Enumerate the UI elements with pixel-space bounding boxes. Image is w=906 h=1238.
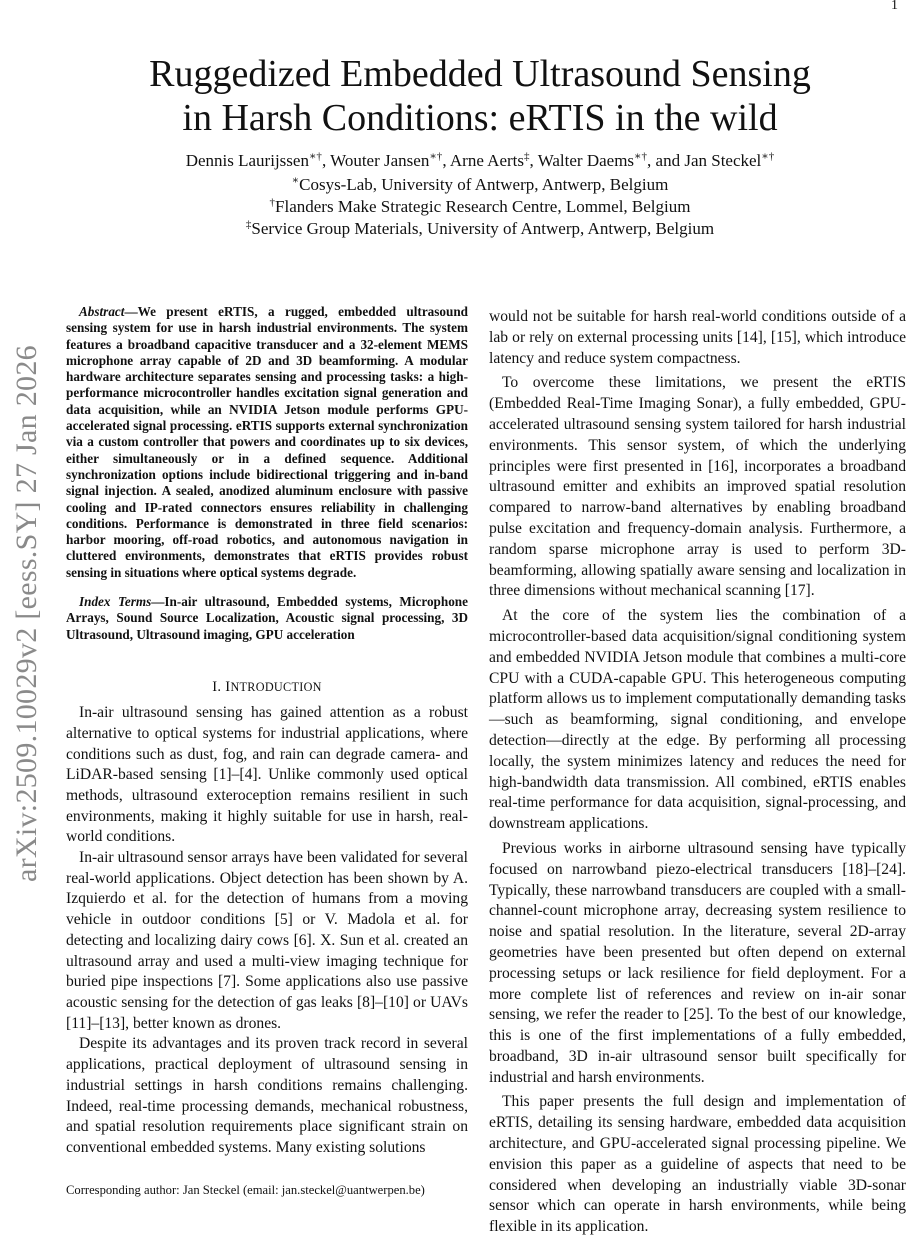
paragraph: would not be suitable for harsh real-world conditions outside of a lab or rely on external processing units [14], [15], which introduce latency and reduce system compactness. xyxy=(489,308,906,367)
paragraph: Despite its advantages and its proven track record in several applications, practical deployment of ultrasound sensing in industrial settings in harsh conditions remains challenging. Indeed, real-time processing demands, mechanical robustness, and spatial resolution requirements place significant strain on conventional embedded systems. Many existing solutions xyxy=(66,1035,468,1156)
title-line-1: Ruggedized Embedded Ultrasound Sensing xyxy=(149,53,811,95)
paper-title xyxy=(0,52,906,140)
right-column xyxy=(489,307,906,1238)
title-line-2: in Harsh Conditions: eRTIS in the wild xyxy=(182,97,778,139)
paragraph: In-air ultrasound sensing has gained attention as a robust alternative to optical systems for industrial applications, where conditions such as dust, fog, and rain can degrade camera- and LiDAR-based sensing [1]–[4]. Unlike commonly used optical methods, ultrasound exteroception remains resilient in such environments, making it highly suitable for use in harsh, real-world conditions. xyxy=(66,704,468,846)
index-terms-text: —In-air ultrasound, Embedded systems, Microphone Arrays, Sound Source Localization, Acoustic signal processing, 3D Ultrasound, Ultrasound imaging, GPU acceleration xyxy=(66,594,468,642)
author-list xyxy=(0,150,906,172)
paragraph: This paper presents the full design and implementation of eRTIS, detailing its sensing hardware, embedded data acquisition architecture, and GPU-accelerated signal processing pipeline. We envision this paper as a guideline of aspects that need to be considered when developing an industrially viable 3D-sonar sensor which can operate in harsh environments, while being flexible in its application. xyxy=(489,1093,906,1236)
affiliation: ‡Service Group Materials, University of Antwerp, Antwerp, Belgium xyxy=(245,218,715,238)
abstract-text: —We present eRTIS, a rugged, embedded ultrasound sensing system for use in harsh industrial environments. The system features a broadband capacitive transducer and a 32-element MEMS microphone array capable of 2D and 3D beamforming. A modular hardware architecture separates sensing and processing tasks: a high-performance microcontroller handles excitation signal generation and data acquisition, while an NVIDIA Jetson module performs GPU-accelerated signal processing. eRTIS supports external synchronization via a custom controller that powers and coordinates up to six devices, either simultaneously or in a defined sequence. Additional synchronization options include bidirectional triggering and in-band signal injection. A sealed, anodized aluminum enclosure with passive cooling and IP-rated connectors ensures reliability in challenging conditions. Performance is demonstrated in three field scenarios: harbor mooring, off-road robotics, and autonomous navigation in cluttered environments, demonstrates that eRTIS provides robust sensing in situations where optical systems degrade. xyxy=(66,304,468,580)
left-column xyxy=(66,304,468,1159)
author: Wouter Jansen∗†, xyxy=(330,150,450,170)
author: Arne Aerts‡, xyxy=(449,150,538,170)
author: Dennis Laurijssen∗†, xyxy=(185,150,331,170)
paragraph: At the core of the system lies the combination of a microcontroller-based data acquisition/signal conditioning system and embedded NVIDIA Jetson module that combines a multi-core CPU with a CUDA-capable GPU. This heterogeneous computing platform allows us to implement computationally demanding tasks—such as beamforming, signal conditioning, and envelope detection—directly at the edge. By performing all processing locally, the system minimizes latency and reduces the need for high-bandwidth data transmission. All combined, eRTIS enables real-time performance for data acquisition, signal-processing, and downstream applications. xyxy=(489,607,906,833)
section-heading: I. INTRODUCTION xyxy=(212,678,322,695)
paragraph: In-air ultrasound sensor arrays have been validated for several real-world applications. Object detection has been shown by A. Izquierdo et al. for the detection of humans from a moving vehicle in outdoor conditions [5] or V. Madola et al. for detecting and localizing dairy cows [6]. X. Sun et al. created an ultrasound array and used a multi-view imaging technique for buried pipe inspections [7]. Some applications also use passive acoustic sensing for the detection of gas leaks [8]–[10] or UAVs [11]–[13], better known as drones. xyxy=(66,849,468,1032)
arxiv-stamp: arXiv:2509.10029v2 [eess.SY] 27 Jan 2026 xyxy=(10,345,43,883)
author: Jan Steckel∗† xyxy=(684,150,775,170)
affiliation: †Flanders Make Strategic Research Centre, Lommel, Belgium xyxy=(269,196,691,216)
paragraph: Previous works in airborne ultrasound sensing have typically focused on narrowband piezo-electrical transducers [18]–[24]. Typically, these narrowband transducers are coupled with a small-channel-count microphone array, decreasing system resilience to noise and spatial resolution. In the literature, several 2D-array geometries have been presented but often depend on external processing setups or lack resilience for field deployment. For a more complete list of references and review on in-air sonar sensing, we refer the reader to [25]. To the best of our knowledge, this is one of the first implementations of a fully embedded, broadband, 3D in-air ultrasound sensor built specifically for industrial and harsh environments. xyxy=(489,839,906,1086)
index-terms xyxy=(66,594,468,643)
paragraph: To overcome these limitations, we present the eRTIS (Embedded Real-Time Imaging Sonar), a fully embedded, GPU-accelerated ultrasound sensing system tailored for harsh industrial environments. This sensor system, of which the underlying principles were first presented in [16], incorporates a broadband ultrasound emitter and exhibits an improved spatial resolution compared to narrow-band alternatives by enabling broadband pulse excitation and frequency-domain analysis. Furthermore, a random sparse microphone array is used to perform 3D-beamforming, allowing spatially aware sensing and localization in three dimensions without mechanical scanning [17]. xyxy=(489,374,906,600)
affiliation-list xyxy=(0,174,906,240)
author: Walter Daems∗†, and xyxy=(537,150,685,170)
page-number: 1 xyxy=(891,0,898,13)
index-terms-label: Index Terms xyxy=(79,594,152,610)
abstract xyxy=(66,304,468,581)
footnote: Corresponding author: Jan Steckel (email: jan.steckel@uantwerpen.be) xyxy=(66,1183,425,1197)
affiliation: ∗Cosys-Lab, University of Antwerp, Antwerp, Belgium xyxy=(291,174,669,194)
abstract-label: Abstract xyxy=(79,304,125,319)
